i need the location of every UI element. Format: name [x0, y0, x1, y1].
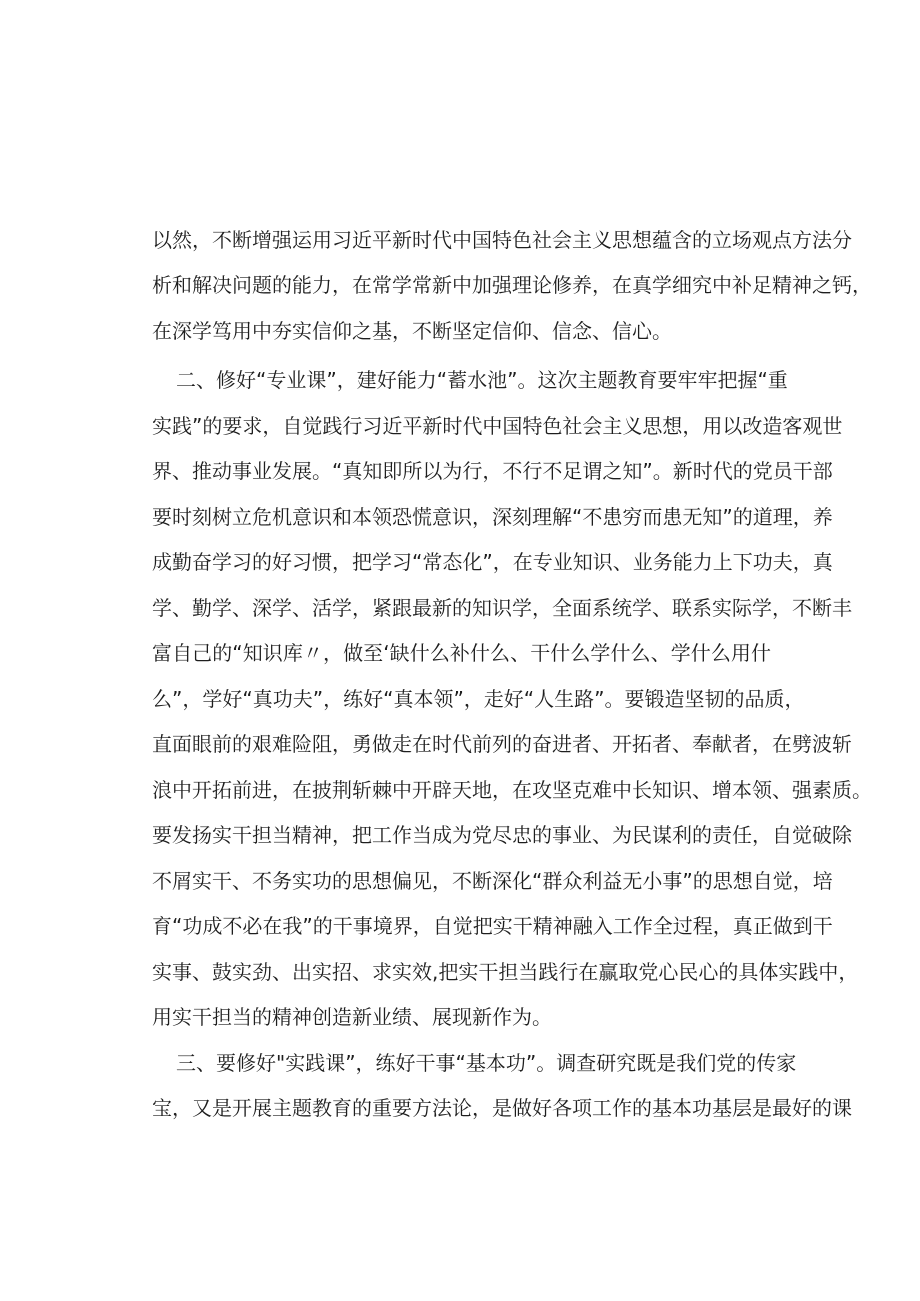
text-line: 以然，不断增强运用习近平新时代中国特色社会主义思想蕴含的立场观点方法分: [152, 228, 852, 252]
text-line: 么”，学好“真功夫”，练好“真本领”，走好“人生路”。要锻造坚韧的品质，: [152, 687, 805, 711]
text-line: 二、修好“专业课”，建好能力“蓄水池”。这次主题教育要牢牢把握“重: [176, 368, 788, 392]
text-line: 不屑实干、不务实功的思想偏见，不断深化“群众利益无小事”的思想自觉，培: [152, 869, 833, 893]
text-line: 用实干担当的精神创造新业绩、展现新作为。: [152, 1005, 552, 1029]
text-line: 宝，又是开展主题教育的重要方法论，是做好各项工作的基本功基层是最好的课: [152, 1096, 852, 1120]
text-line: 界、推动事业发展。“真知即所以为行，不行不足谓之知”。新时代的党员干部: [152, 459, 833, 483]
text-line: 在深学笃用中夯实信仰之基，不断坚定信仰、信念、信心。: [152, 319, 672, 343]
text-line: 育“功成不必在我”的干事境界，自觉把实干精神融入工作全过程，真正做到干: [152, 914, 833, 938]
text-line: 实事、鼓实劲、出实招、求实效,把实干担当践行在赢取党心民心的具体实践中，: [152, 960, 859, 984]
text-line: 浪中开拓前进，在披荆斩棘中开辟天地，在攻坚克难中长知识、增本领、强素质。: [152, 778, 872, 802]
text-line: 成勤奋学习的好习惯，把学习“常态化”，在专业知识、业务能力上下功夫，真: [152, 550, 833, 574]
text-line: 三、要修好"实践课”，练好干事“基本功”。调查研究既是我们党的传家: [176, 1051, 797, 1075]
text-line: 要发扬实干担当精神，把工作当成为党尽忠的事业、为民谋利的责任，自觉破除: [152, 823, 852, 847]
text-line: 析和解决问题的能力，在常学常新中加强理论修养，在真学细究中补足精神之钙，: [152, 273, 872, 297]
text-line: 实践”的要求，自觉践行习近平新时代中国特色社会主义思想，用以改造客观世: [152, 414, 843, 438]
text-line: 直面眼前的艰难险阻，勇做走在时代前列的奋进者、开拓者、奉献者，在劈波斩: [152, 732, 852, 756]
text-line: 富自己的“知识库〃，做至‘缺什么补什么、干什么学什么、学什么用什: [152, 641, 771, 665]
text-line: 学、勤学、深学、活学，紧跟最新的知识学，全面系统学、联系实际学，不断丰: [152, 596, 852, 620]
text-line: 要时刻树立危机意识和本领恐慌意识，深刻理解“不患穷而患无知”的道理，养: [152, 505, 833, 529]
